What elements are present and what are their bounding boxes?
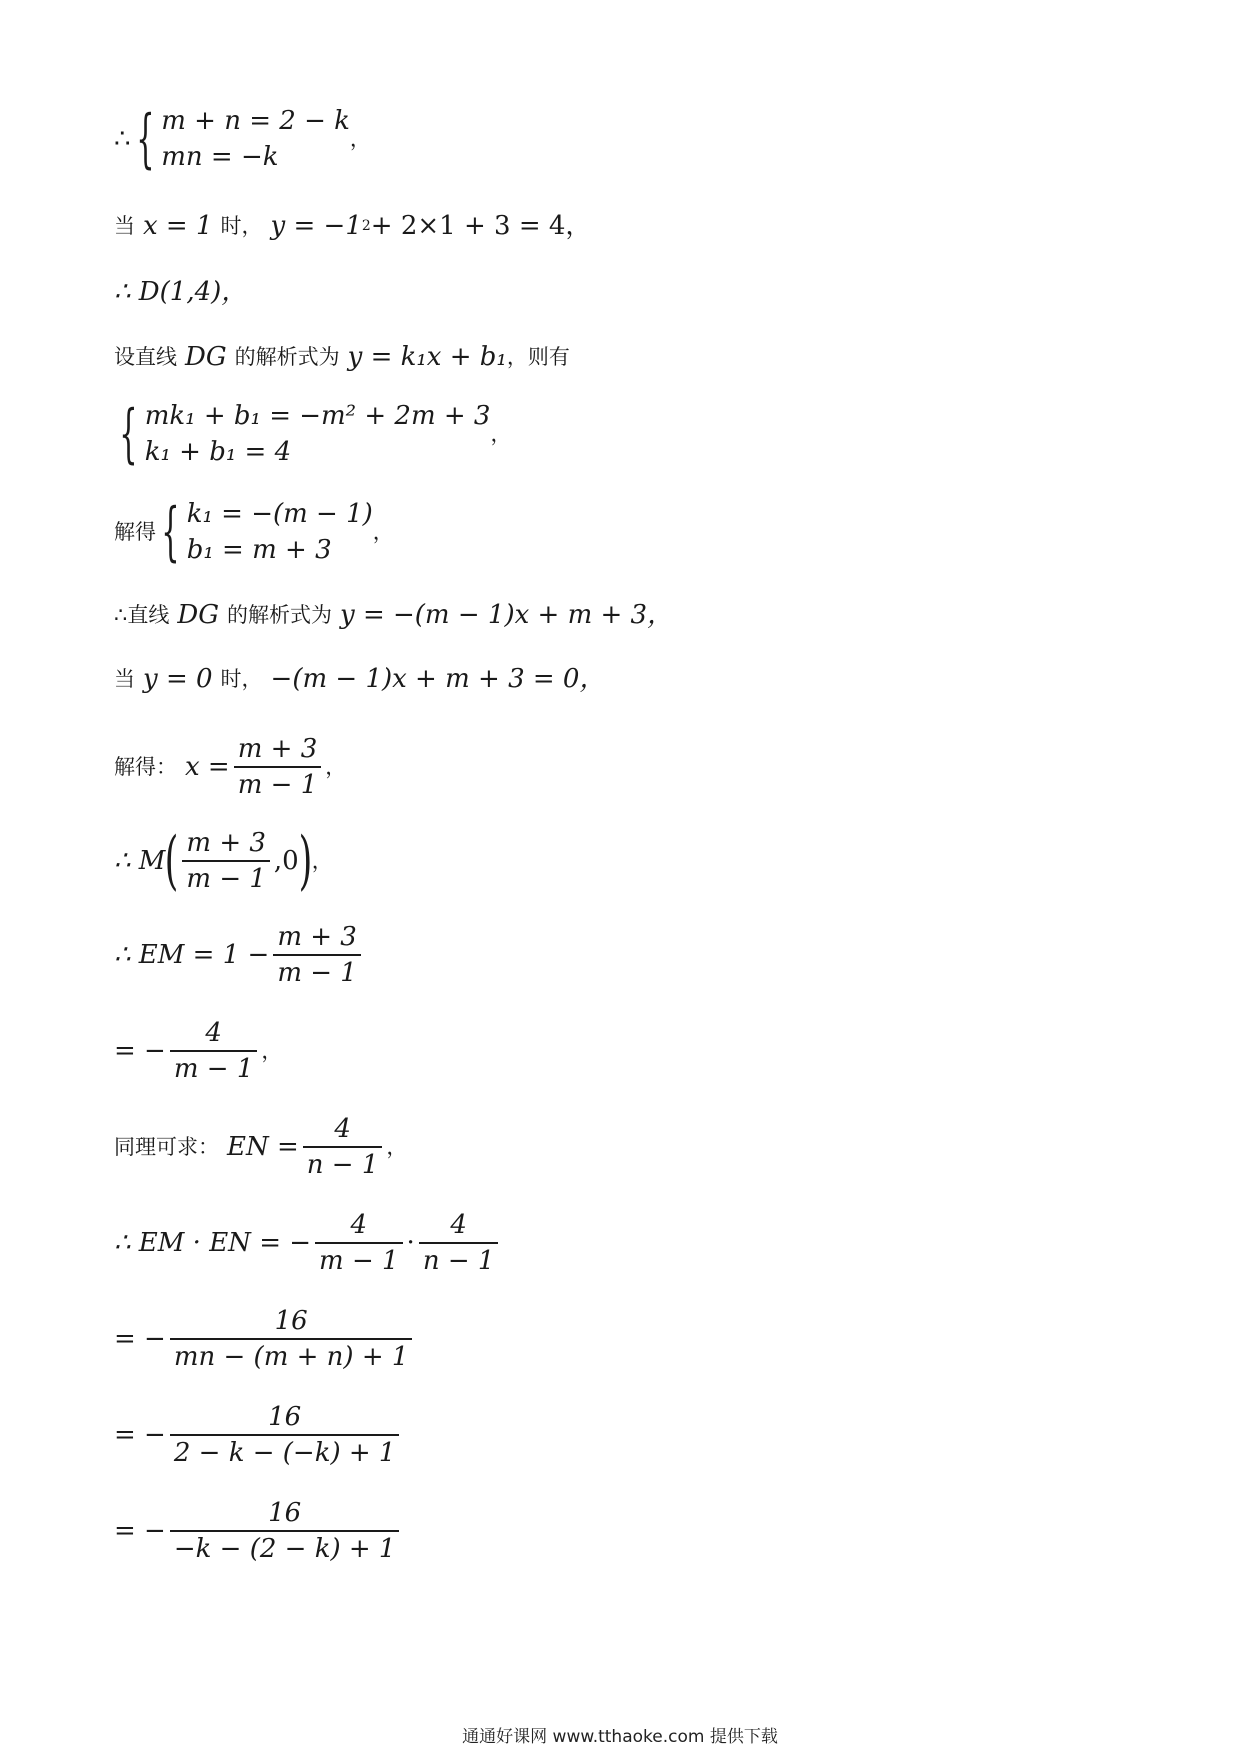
fraction <box>419 1210 499 1276</box>
denominator: m − 1 <box>315 1242 403 1276</box>
line-dg-expression <box>114 598 673 632</box>
eq-system-1 <box>114 103 371 175</box>
denominator: m − 1 <box>273 954 361 988</box>
denominator: 2 − k − (−k) + 1 <box>170 1434 400 1468</box>
math: −(m − 1)x + m + 3 = 0， <box>270 664 606 694</box>
denominator: m − 1 <box>182 860 270 894</box>
numerator: 16 <box>268 1402 302 1432</box>
left-brace: { <box>119 397 138 471</box>
line-set-dg <box>114 340 570 374</box>
numerator: 4 <box>350 1210 368 1240</box>
line-evaluate-y <box>114 209 591 243</box>
fraction <box>303 1114 383 1180</box>
fraction <box>315 1210 403 1276</box>
math: x = <box>185 752 230 782</box>
math: y = k₁x + b₁ <box>347 342 507 372</box>
fraction <box>170 1306 413 1372</box>
left-paren: ( <box>165 824 179 898</box>
math: DG <box>177 600 219 630</box>
math: = − <box>114 1036 166 1066</box>
math: DG <box>185 342 227 372</box>
math: ∴ D(1,4)， <box>114 277 248 307</box>
denominator: mn − (m + n) + 1 <box>170 1338 413 1372</box>
superscript: 2 <box>361 218 371 234</box>
line-step-3 <box>114 1498 403 1564</box>
punctuation: ， <box>261 1039 283 1063</box>
math: y = −1 <box>270 211 362 241</box>
fraction <box>273 922 361 988</box>
line-solve-x <box>114 734 346 800</box>
text: 时， <box>220 667 263 691</box>
fraction <box>170 1402 400 1468</box>
fraction <box>234 734 322 800</box>
system-row: k₁ + b₁ = 4 <box>144 437 292 467</box>
text: 同理可求： <box>114 1135 219 1159</box>
eq-system-3 <box>114 496 394 568</box>
line-step-1 <box>114 1306 416 1372</box>
left-brace: { <box>161 495 180 569</box>
denominator: m − 1 <box>170 1050 258 1084</box>
denominator: n − 1 <box>419 1242 499 1276</box>
therefore-symbol: ∴ <box>114 124 131 154</box>
system-row: mn = −k <box>161 142 279 172</box>
denominator: m − 1 <box>234 766 322 800</box>
numerator: m + 3 <box>186 828 266 858</box>
math: = − <box>114 1324 166 1354</box>
text: ∴直线 <box>114 603 170 627</box>
text: 当 <box>114 667 135 691</box>
numerator: 4 <box>205 1018 222 1048</box>
line-point-m <box>114 826 333 896</box>
eq-system-2 <box>114 398 511 470</box>
math: ∴ M <box>114 846 166 876</box>
math: ∴ EM · EN = − <box>114 1228 312 1258</box>
math: ,0 <box>273 846 299 876</box>
punctuation: ， <box>349 127 371 151</box>
math: + 2×1 + 3 = 4， <box>370 211 592 241</box>
text: 当 <box>114 214 135 238</box>
system-row: k₁ = −(m − 1) <box>186 499 373 529</box>
text: 设直线 <box>114 345 177 369</box>
text: 的解析式为 <box>234 345 340 369</box>
math: EN = <box>227 1132 299 1162</box>
text: 时， <box>220 214 263 238</box>
system-row: m + n = 2 − k <box>161 106 350 136</box>
punctuation: ， <box>325 755 347 779</box>
fraction <box>170 1018 258 1084</box>
math: ∴ EM = 1 − <box>114 940 270 970</box>
line-product <box>114 1210 502 1276</box>
line-em-simplified <box>114 1018 282 1084</box>
numerator: 4 <box>334 1114 351 1144</box>
punctuation: ， <box>372 520 394 544</box>
dot-operator: · <box>406 1228 415 1258</box>
right-paren: ) <box>298 824 313 898</box>
system-row: b₁ = m + 3 <box>186 535 332 565</box>
fraction <box>170 1498 400 1564</box>
text: ，则有 <box>506 345 570 369</box>
line-point-d <box>114 275 247 309</box>
text: 解得： <box>114 755 177 779</box>
left-brace: { <box>135 102 155 176</box>
page-footer: 通通好课网 www.tthaoke.com 提供下载 <box>462 1727 778 1747</box>
math: y = −(m − 1)x + m + 3， <box>340 600 674 630</box>
line-y-zero <box>114 662 605 696</box>
math: y = 0 <box>143 664 213 694</box>
math: = − <box>114 1516 166 1546</box>
text: 解得 <box>114 520 156 544</box>
text: 的解析式为 <box>227 603 332 627</box>
math: x = 1 <box>143 211 213 241</box>
numerator: 16 <box>274 1306 308 1336</box>
line-step-2 <box>114 1402 403 1468</box>
numerator: 16 <box>268 1498 302 1528</box>
numerator: m + 3 <box>237 734 318 764</box>
punctuation: ， <box>490 422 512 446</box>
fraction <box>182 828 270 894</box>
punctuation: ， <box>386 1135 408 1159</box>
line-em <box>114 922 365 988</box>
system-row: mk₁ + b₁ = −m² + 2m + 3 <box>144 401 491 431</box>
math: = − <box>114 1420 166 1450</box>
denominator: −k − (2 − k) + 1 <box>170 1530 400 1564</box>
line-en <box>114 1114 407 1180</box>
numerator: m + 3 <box>277 922 357 952</box>
denominator: n − 1 <box>303 1146 383 1180</box>
numerator: 4 <box>450 1210 467 1240</box>
punctuation: ， <box>311 849 333 873</box>
